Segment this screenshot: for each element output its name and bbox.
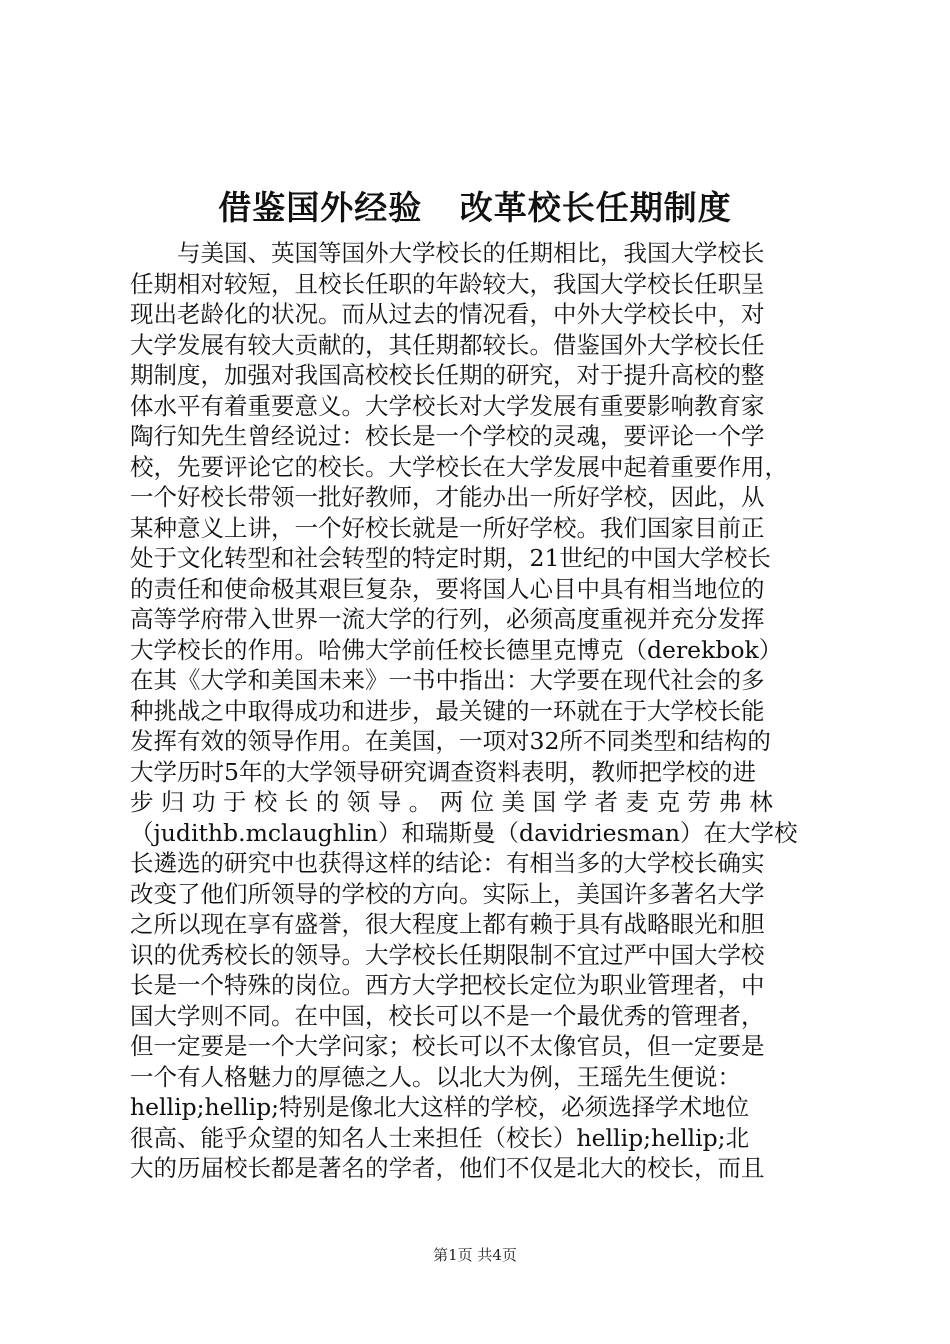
body-line: 校，先要评论它的校长。大学校长在大学发展中起着重要作用， (130, 452, 788, 481)
body-line: 种挑战之中取得成功和进步，最关键的一环就在于大学校长能 (130, 696, 765, 725)
body-line: 大学历时5年的大学领导研究调查资料表明，教师把学校的进 (130, 757, 756, 786)
body-line: 很高、能乎众望的知名人士来担任（校长）hellip;hellip;北 (130, 1123, 750, 1152)
body-line: 的责任和使命极其艰巨复杂，要将国人心目中具有相当地位的 (130, 574, 765, 603)
body-line: 任期相对较短，且校长任职的年龄较大，我国大学校长任职呈 (130, 269, 765, 298)
document-body (130, 238, 830, 1184)
body-line: hellip;hellip;特别是像北大这样的学校，必须选择学术地位 (130, 1093, 750, 1121)
body-line: 在其《大学和美国未来》一书中指出：大学要在现代社会的多 (130, 666, 765, 694)
body-line: 大学发展有较大贡献的，其任期都较长。借鉴国外大学校长任 (130, 330, 765, 359)
body-line: （judithb.mclaughlin）和瑞斯曼（davidriesman）在大学校 (130, 818, 798, 847)
body-line: 但一定要是一个大学问家；校长可以不太像官员，但一定要是 (130, 1032, 765, 1060)
body-line: 发挥有效的领导作用。在美国，一项对32所不同类型和结构的 (130, 727, 771, 755)
body-line: 步 归 功 于 校 长 的 领 导 。 两 位 美 国 学 者 麦 克 劳 弗 林 (130, 788, 773, 816)
body-line: 改变了他们所领导的学校的方向。实际上，美国许多著名大学 (130, 879, 765, 908)
body-line: 高等学府带入世界一流大学的行列，必须高度重视并充分发挥 (130, 605, 765, 633)
body-line: 大的历届校长都是著名的学者，他们不仅是北大的校长，而且 (130, 1154, 765, 1182)
body-line: 长是一个特殊的岗位。西方大学把校长定位为职业管理者，中 (130, 971, 765, 999)
body-line: 国大学则不同。在中国，校长可以不是一个最优秀的管理者， (130, 1001, 765, 1030)
body-line: 之所以现在享有盛誉，很大程度上都有赖于具有战略眼光和胆 (130, 910, 765, 938)
body-line: 识的优秀校长的领导。大学校长任期限制不宜过严中国大学校 (130, 940, 765, 969)
body-line: 与美国、英国等国外大学校长的任期相比，我国大学校长 (177, 239, 765, 267)
body-line: 某种意义上讲，一个好校长就是一所好学校。我们国家目前正 (130, 513, 765, 542)
body-line: 现出老龄化的状况。而从过去的情况看，中外大学校长中，对 (130, 300, 765, 328)
body-line: 陶行知先生曾经说过：校长是一个学校的灵魂，要评论一个学 (130, 422, 765, 450)
body-line: 大学校长的作用。哈佛大学前任校长德里克博克（derekbok） (130, 635, 783, 664)
body-line: 处于文化转型和社会转型的特定时期，21世纪的中国大学校长 (130, 544, 771, 572)
body-line: 期制度，加强对我国高校校长任期的研究，对于提升高校的整 (130, 361, 765, 389)
body-line: 一个有人格魅力的厚德之人。以北大为例，王瑶先生便说： (130, 1062, 741, 1091)
body-line: 长遴选的研究中也获得这样的结论：有相当多的大学校长确实 (130, 849, 765, 877)
body-line: 一个好校长带领一批好教师，才能办出一所好学校，因此，从 (130, 483, 765, 511)
body-line: 体水平有着重要意义。大学校长对大学发展有重要影响教育家 (130, 391, 765, 420)
page-footer: 第1页 共4页 (433, 1246, 517, 1264)
document-title: 借鉴国外经验 改革校长任期制度 (218, 188, 732, 227)
